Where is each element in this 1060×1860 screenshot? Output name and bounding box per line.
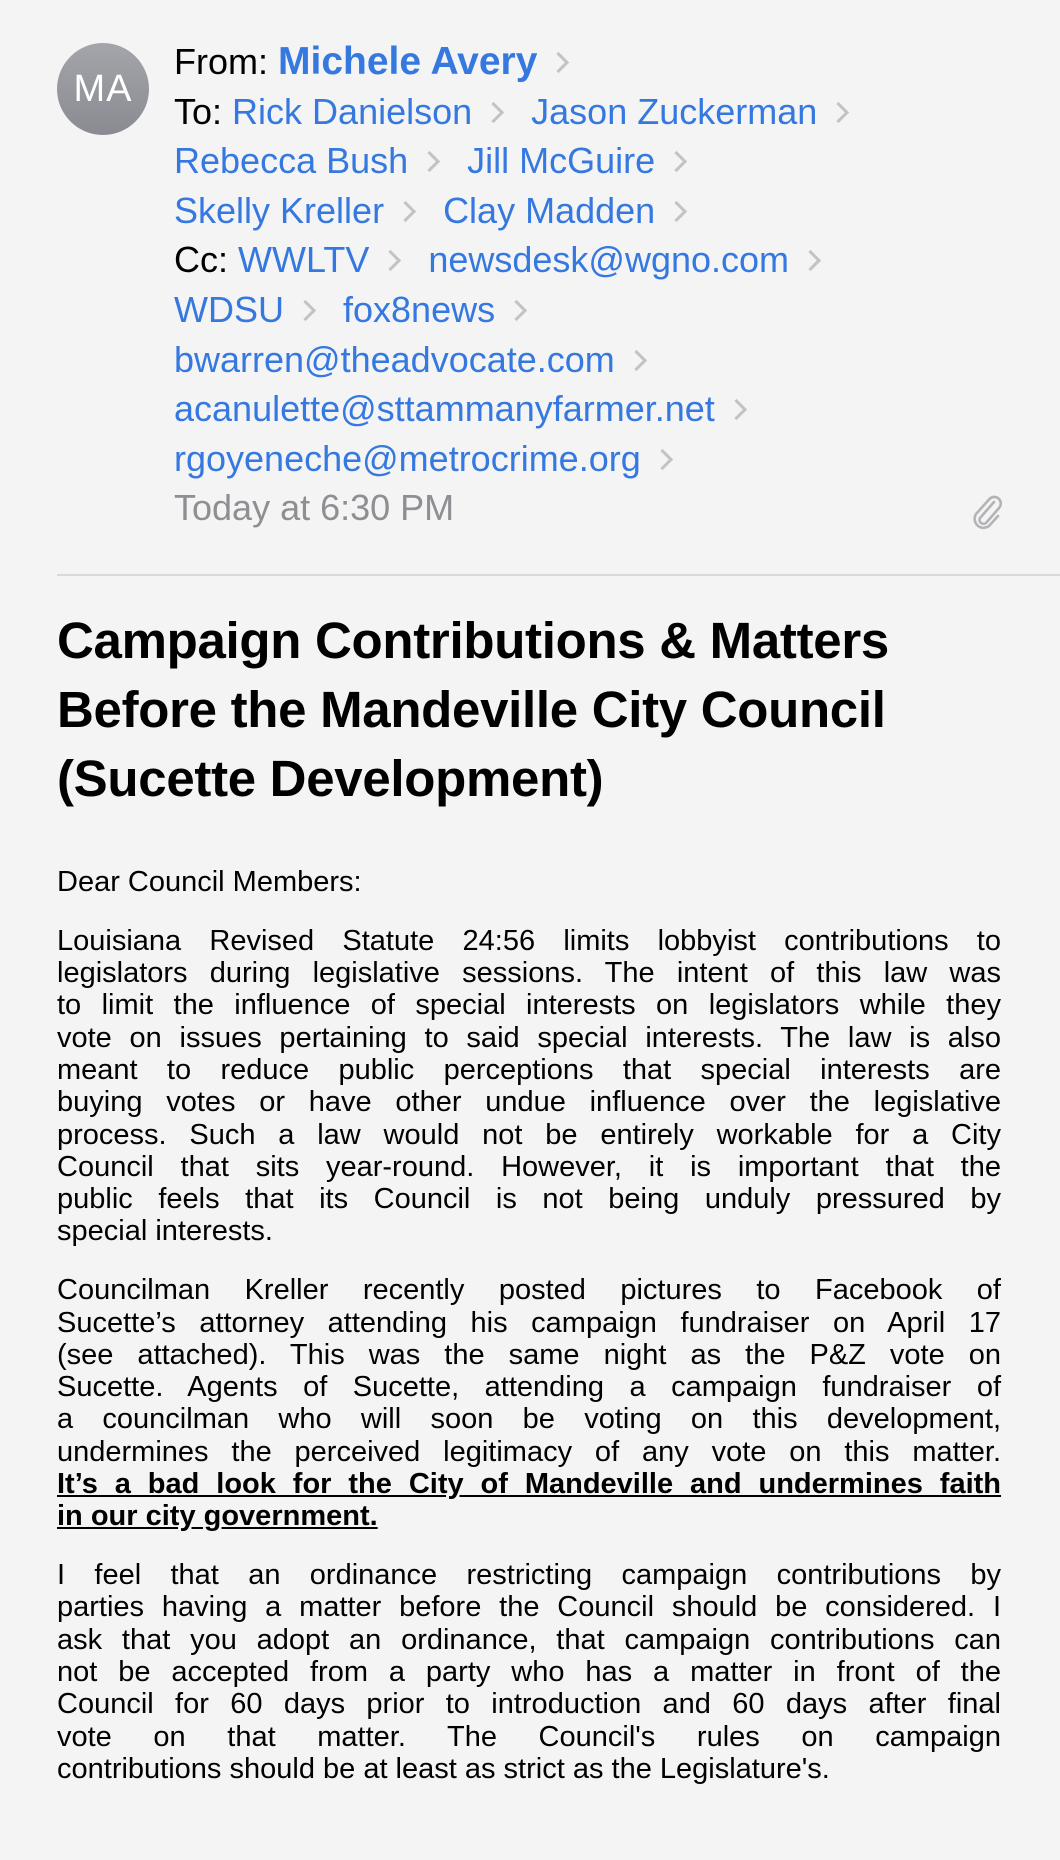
sent-date: Today at 6:30 PM <box>174 487 455 529</box>
paperclip-icon[interactable] <box>970 494 1004 530</box>
chevron-right-icon <box>548 52 569 73</box>
from-label: From: <box>174 41 268 82</box>
body-line: not be accepted from a party who has a matter in front of the <box>57 1656 1001 1689</box>
subject-line: Campaign Contributions & Matters <box>57 612 889 669</box>
avatar-initials: MA <box>73 67 133 110</box>
body-line: Sucette. Agents of Sucette, attending a campaign fundraiser of <box>57 1371 1001 1404</box>
paragraph-2 <box>57 1274 1001 1532</box>
chevron-right-icon <box>380 250 401 271</box>
body-line: a councilman who will soon be voting on this development, <box>57 1403 1001 1436</box>
cc-wdsu[interactable]: WDSU <box>174 288 284 330</box>
to-row-1 <box>174 87 1020 137</box>
body-line: Council that sits year-round. However, it is important that the <box>57 1150 1001 1183</box>
greeting <box>57 866 1001 898</box>
to-label: To: <box>174 90 223 132</box>
body-line: legislators during legislative sessions. The intent of this law was <box>57 957 1001 990</box>
chevron-right-icon <box>626 349 647 370</box>
emphasis-line: It’s a bad look for the City of Mandeville and undermines faith <box>57 1468 1001 1501</box>
chevron-right-icon <box>652 449 673 470</box>
email-body <box>57 866 1001 1812</box>
recipient-jill-mcguire[interactable]: Jill McGuire <box>467 140 656 182</box>
body-line: contributions should be at least as strict as the Legislature's. <box>57 1752 830 1785</box>
recipient-rebecca-bush[interactable]: Rebecca Bush <box>174 140 409 182</box>
cc-bwarren[interactable]: bwarren@theadvocate.com <box>174 338 615 380</box>
recipient-jason-zuckerman[interactable]: Jason Zuckerman <box>531 90 818 132</box>
body-line: Sucette’s attorney attending his campaign fundraiser on April 17 <box>57 1306 1001 1339</box>
body-line: (see attached). This was the same night as the P&Z vote on <box>57 1338 1001 1371</box>
body-line: vote on issues pertaining to said special interests. The law is also <box>57 1021 1001 1054</box>
chevron-right-icon <box>800 250 821 271</box>
cc-label: Cc: <box>174 239 228 281</box>
emphasis-line: in our city government. <box>57 1500 378 1533</box>
body-line: process. Such a law would not be entirely workable for a City <box>57 1118 1001 1151</box>
email-subject <box>57 606 1037 813</box>
chevron-right-icon <box>506 300 527 321</box>
sender-name[interactable]: Michele Avery <box>278 40 538 83</box>
paragraph-1 <box>57 925 1001 1248</box>
cc-newsdesk-wgno[interactable]: newsdesk@wgno.com <box>428 239 790 281</box>
chevron-right-icon <box>295 300 316 321</box>
recipient-skelly-kreller[interactable]: Skelly Kreller <box>174 189 385 231</box>
cc-wwltv[interactable]: WWLTV <box>238 239 370 281</box>
body-line: Councilman Kreller recently posted pictures to Facebook of <box>57 1274 1001 1307</box>
subject-line: (Sucette Development) <box>57 750 604 807</box>
cc-row-4 <box>174 384 1020 434</box>
cc-acanulette[interactable]: acanulette@sttammanyfarmer.net <box>174 388 715 430</box>
body-line: Council for 60 days prior to introduction and 60 days after final <box>57 1688 1001 1721</box>
greeting-text: Dear Council Members: <box>57 866 362 898</box>
body-line: undermines the perceived legitimacy of any vote on this matter. <box>57 1435 1001 1468</box>
chevron-right-icon <box>726 399 747 420</box>
to-row-3 <box>174 186 1020 236</box>
cc-fox8news[interactable]: fox8news <box>343 288 496 330</box>
body-line: I feel that an ordinance restricting campaign contributions by <box>57 1559 1001 1592</box>
header-divider <box>57 574 1060 576</box>
chevron-right-icon <box>483 101 504 122</box>
subject-line: Before the Mandeville City Council <box>57 681 886 738</box>
sender-avatar[interactable] <box>57 43 149 135</box>
paragraph-3 <box>57 1559 1001 1785</box>
chevron-right-icon <box>419 151 440 172</box>
cc-rgoyeneche[interactable]: rgoyeneche@metrocrime.org <box>174 437 641 479</box>
cc-row-2 <box>174 285 1020 335</box>
body-line: special interests. <box>57 1215 273 1248</box>
body-line: parties having a matter before the Council should be considered. I <box>57 1591 1001 1624</box>
cc-row-5 <box>174 434 1020 484</box>
body-line: ask that you adopt an ordinance, that campaign contributions can <box>57 1623 1001 1656</box>
email-header <box>174 37 1020 533</box>
chevron-right-icon <box>828 101 849 122</box>
body-line: vote on that matter. The Council's rules on campaign <box>57 1720 1001 1753</box>
recipient-clay-madden[interactable]: Clay Madden <box>443 189 656 231</box>
from-row <box>174 37 1020 87</box>
body-line: buying votes or have other undue influence over the legislative <box>57 1086 1001 1119</box>
recipient-rick-danielson[interactable]: Rick Danielson <box>232 90 473 132</box>
body-line: to limit the influence of special interests on legislators while they <box>57 989 1001 1022</box>
date-row <box>174 483 1020 533</box>
cc-row-3 <box>174 335 1020 385</box>
cc-row-1 <box>174 235 1020 285</box>
chevron-right-icon <box>666 151 687 172</box>
body-line: public feels that its Council is not being unduly pressured by <box>57 1183 1001 1216</box>
body-line: meant to reduce public perceptions that special interests are <box>57 1053 1001 1086</box>
body-line: Louisiana Revised Statute 24:56 limits lobbyist contributions to <box>57 924 1001 957</box>
chevron-right-icon <box>395 201 416 222</box>
chevron-right-icon <box>666 201 687 222</box>
to-row-2 <box>174 136 1020 186</box>
